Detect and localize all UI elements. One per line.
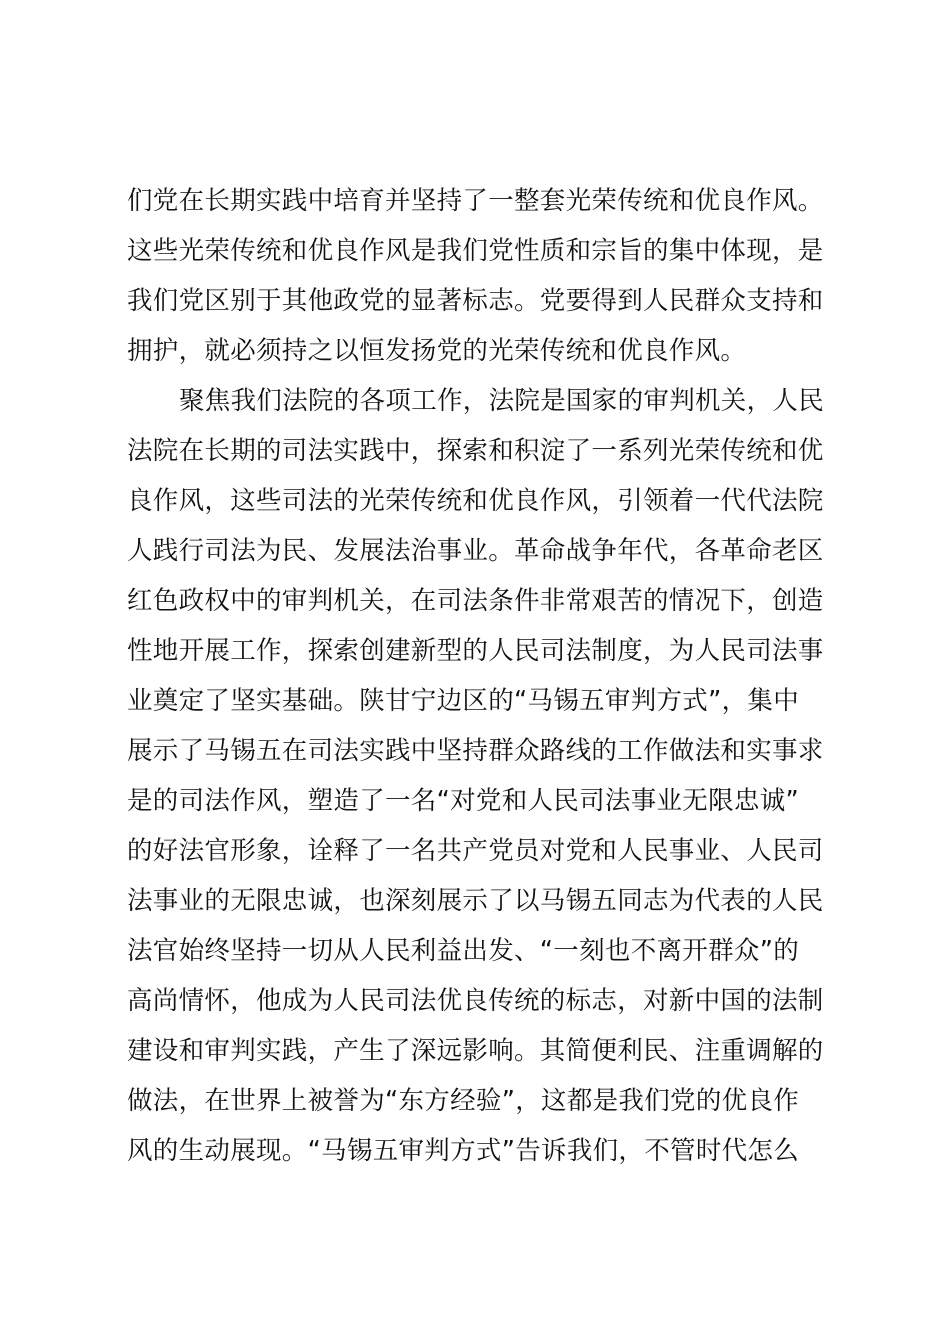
text-line: 做法，在世界上被誉为“东方经验”，这都是我们党的优良作 xyxy=(127,1086,800,1116)
text-line: 红色政权中的审判机关，在司法条件非常艰苦的情况下，创造 xyxy=(127,586,824,616)
text-line: 们党在长期实践中培育并坚持了一整套光荣传统和优良作风。 xyxy=(127,186,824,216)
paragraph-court-tradition xyxy=(127,376,837,1176)
text-line: 我们党区别于其他政党的显著标志。党要得到人民群众支持和 xyxy=(127,286,824,316)
text-line: 法官始终坚持一切从人民利益出发、“一刻也不离开群众”的 xyxy=(127,936,800,966)
document-body xyxy=(127,176,837,1176)
text-line: 法院在长期的司法实践中，探索和积淀了一系列光荣传统和优 xyxy=(127,436,824,466)
text-line: 是的司法作风，塑造了一名“对党和人民司法事业无限忠诚” xyxy=(127,786,800,816)
text-line: 聚焦我们法院的各项工作，法院是国家的审判机关，人民 xyxy=(179,386,825,416)
paragraph-party-tradition xyxy=(127,176,837,376)
text-line: 的好法官形象，诠释了一名共产党员对党和人民事业、人民司 xyxy=(127,836,824,866)
text-line: 业奠定了坚实基础。陕甘宁边区的“马锡五审判方式”，集中 xyxy=(127,686,800,716)
text-line: 人践行司法为民、发展法治事业。革命战争年代，各革命老区 xyxy=(127,536,824,566)
text-line: 这些光荣传统和优良作风是我们党性质和宗旨的集中体现，是 xyxy=(127,236,824,266)
text-line: 法事业的无限忠诚，也深刻展示了以马锡五同志为代表的人民 xyxy=(127,886,824,916)
text-line: 性地开展工作，探索创建新型的人民司法制度，为人民司法事 xyxy=(127,636,824,666)
text-line: 风的生动展现。“马锡五审判方式”告诉我们，不管时代怎么 xyxy=(127,1136,800,1166)
text-line: 良作风，这些司法的光荣传统和优良作风，引领着一代代法院 xyxy=(127,486,824,516)
text-line: 展示了马锡五在司法实践中坚持群众路线的工作做法和实事求 xyxy=(127,736,824,766)
text-line: 拥护，就必须持之以恒发扬党的光荣传统和优良作风。 xyxy=(127,336,747,366)
text-line: 高尚情怀，他成为人民司法优良传统的标志，对新中国的法制 xyxy=(127,986,824,1016)
text-line: 建设和审判实践，产生了深远影响。其简便利民、注重调解的 xyxy=(127,1036,824,1066)
